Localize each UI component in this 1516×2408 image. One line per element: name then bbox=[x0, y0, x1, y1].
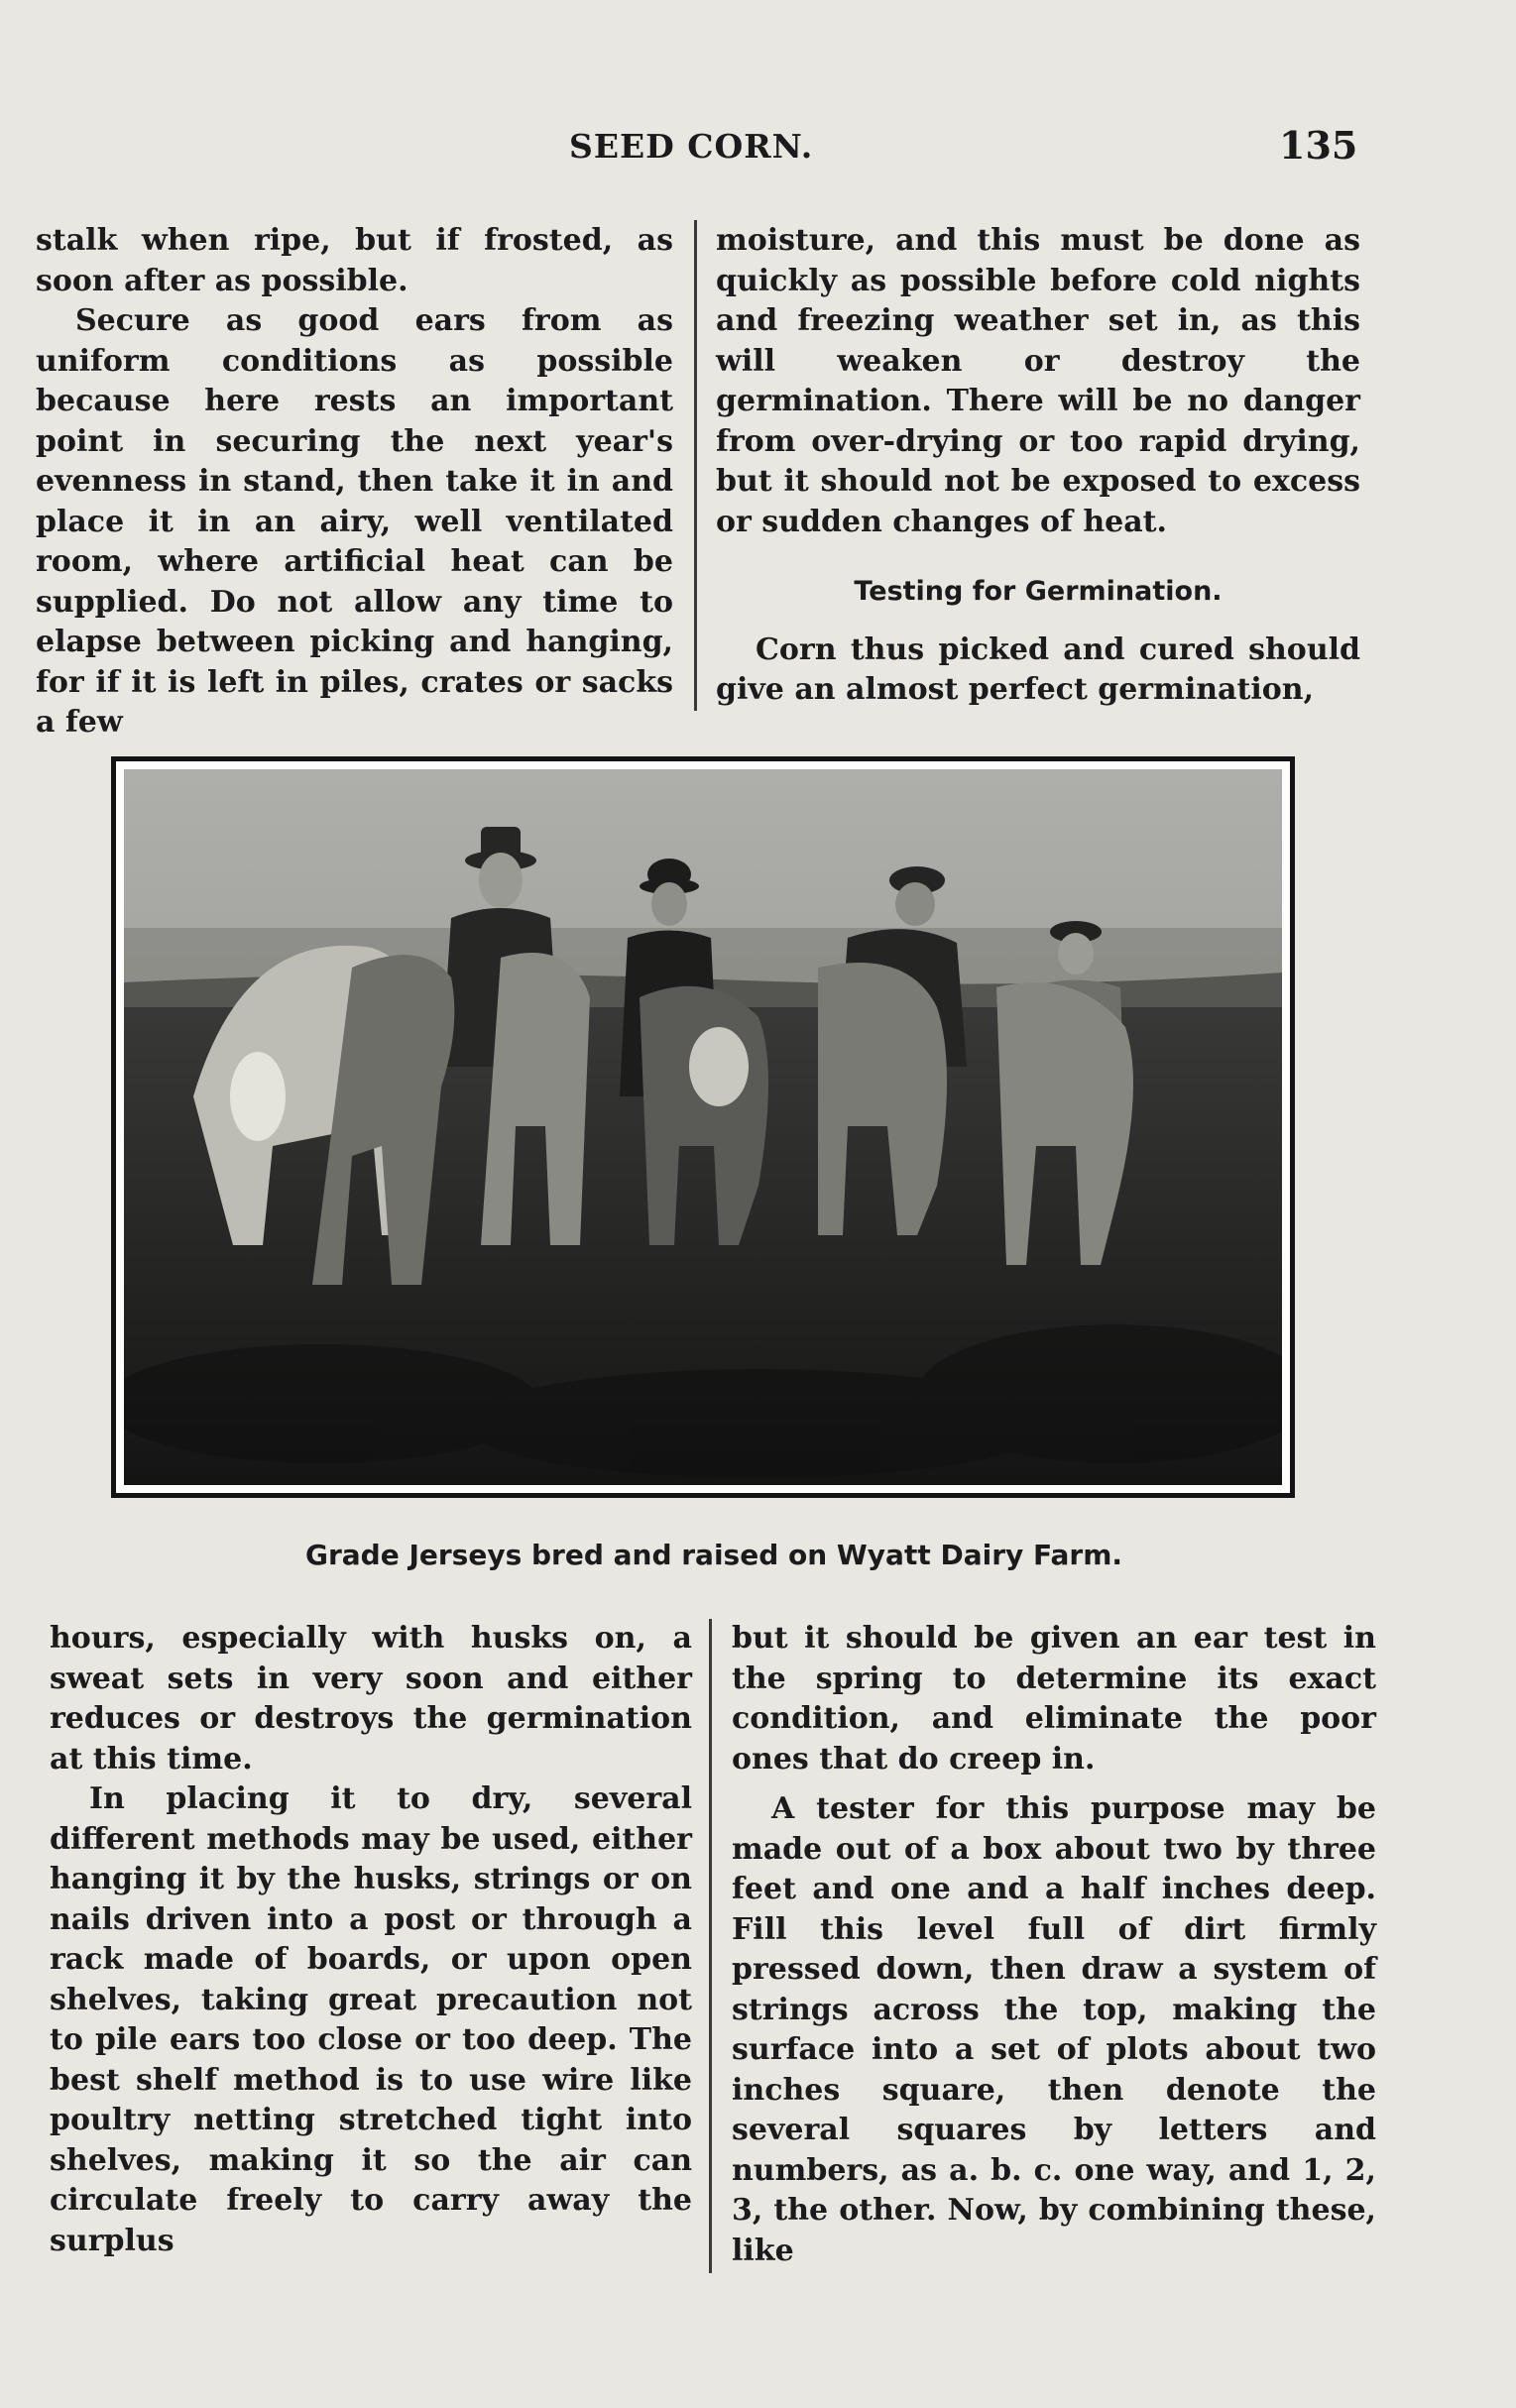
paragraph: In placing it to dry, several different methods may be used, either hanging it by the husks, strings or on nails driven into a post or through a rack made of boards, or upon open shelves, taking great precaution not to pile ears too close or too deep. The best shelf method is to use wire like poultry netting stretched tight into shelves, making it so the air can circulate freely to carry away the surplus bbox=[50, 1781, 692, 2258]
running-head bbox=[0, 123, 1516, 176]
paragraph: Secure as good ears from as uniform conditions as possible because here rests an important point in securing the next year's evenness in stand, then take it in and place it in an airy, well ventilated room, where artificial heat can be supplied. Do not allow any time to elapse between picking and hanging, for if it is left in piles, crates or sacks a few bbox=[36, 303, 673, 740]
paragraph: but it should be given an ear test in the spring to determine its exact condition, and eliminate the poor ones that do creep in. bbox=[732, 1621, 1376, 1777]
paragraph: hours, especially with husks on, a sweat sets in very soon and either reduces or destroys the germination at this time. bbox=[50, 1621, 692, 1777]
running-title: SEED CORN. bbox=[569, 127, 814, 166]
photograph-illustration bbox=[124, 769, 1282, 1485]
figure-caption: Grade Jerseys bred and raised on Wyatt Dairy Farm. bbox=[304, 1539, 1123, 1571]
column-divider bbox=[709, 1619, 712, 2273]
column-divider bbox=[694, 220, 697, 711]
top-right-column bbox=[716, 221, 1360, 711]
bottom-left-column bbox=[50, 1619, 692, 2261]
top-left-column bbox=[36, 221, 673, 744]
paragraph: Corn thus picked and cured should give an almost perfect germination, bbox=[716, 631, 1360, 707]
paragraph: stalk when ripe, but if frosted, as soon after as possible. bbox=[36, 223, 673, 298]
bottom-right-column bbox=[732, 1619, 1376, 2271]
page-number: 135 bbox=[1279, 123, 1358, 168]
photograph-frame bbox=[111, 756, 1295, 1498]
paragraph: moisture, and this must be done as quickly as possible before cold nights and freezing weather set in, as this will weaken or destroy the germination. There will be no danger from over-drying or too rapid drying, but it should not be exposed to excess or sudden changes of heat. bbox=[716, 223, 1360, 539]
paragraph: A tester for this purpose may be made out of a box about two by three feet and one and a half inches deep. Fill this level full of dirt firmly pressed down, then draw a system of strings across the top, making the surface into a set of plots about two inches square, then denote the several squares by letters and numbers, as a. b. c. one way, and 1, 2, 3, the other. Now, by combining these, like bbox=[732, 1791, 1376, 2268]
photograph-cows-and-men bbox=[124, 769, 1282, 1485]
section-heading: Testing for Germination. bbox=[854, 576, 1223, 607]
